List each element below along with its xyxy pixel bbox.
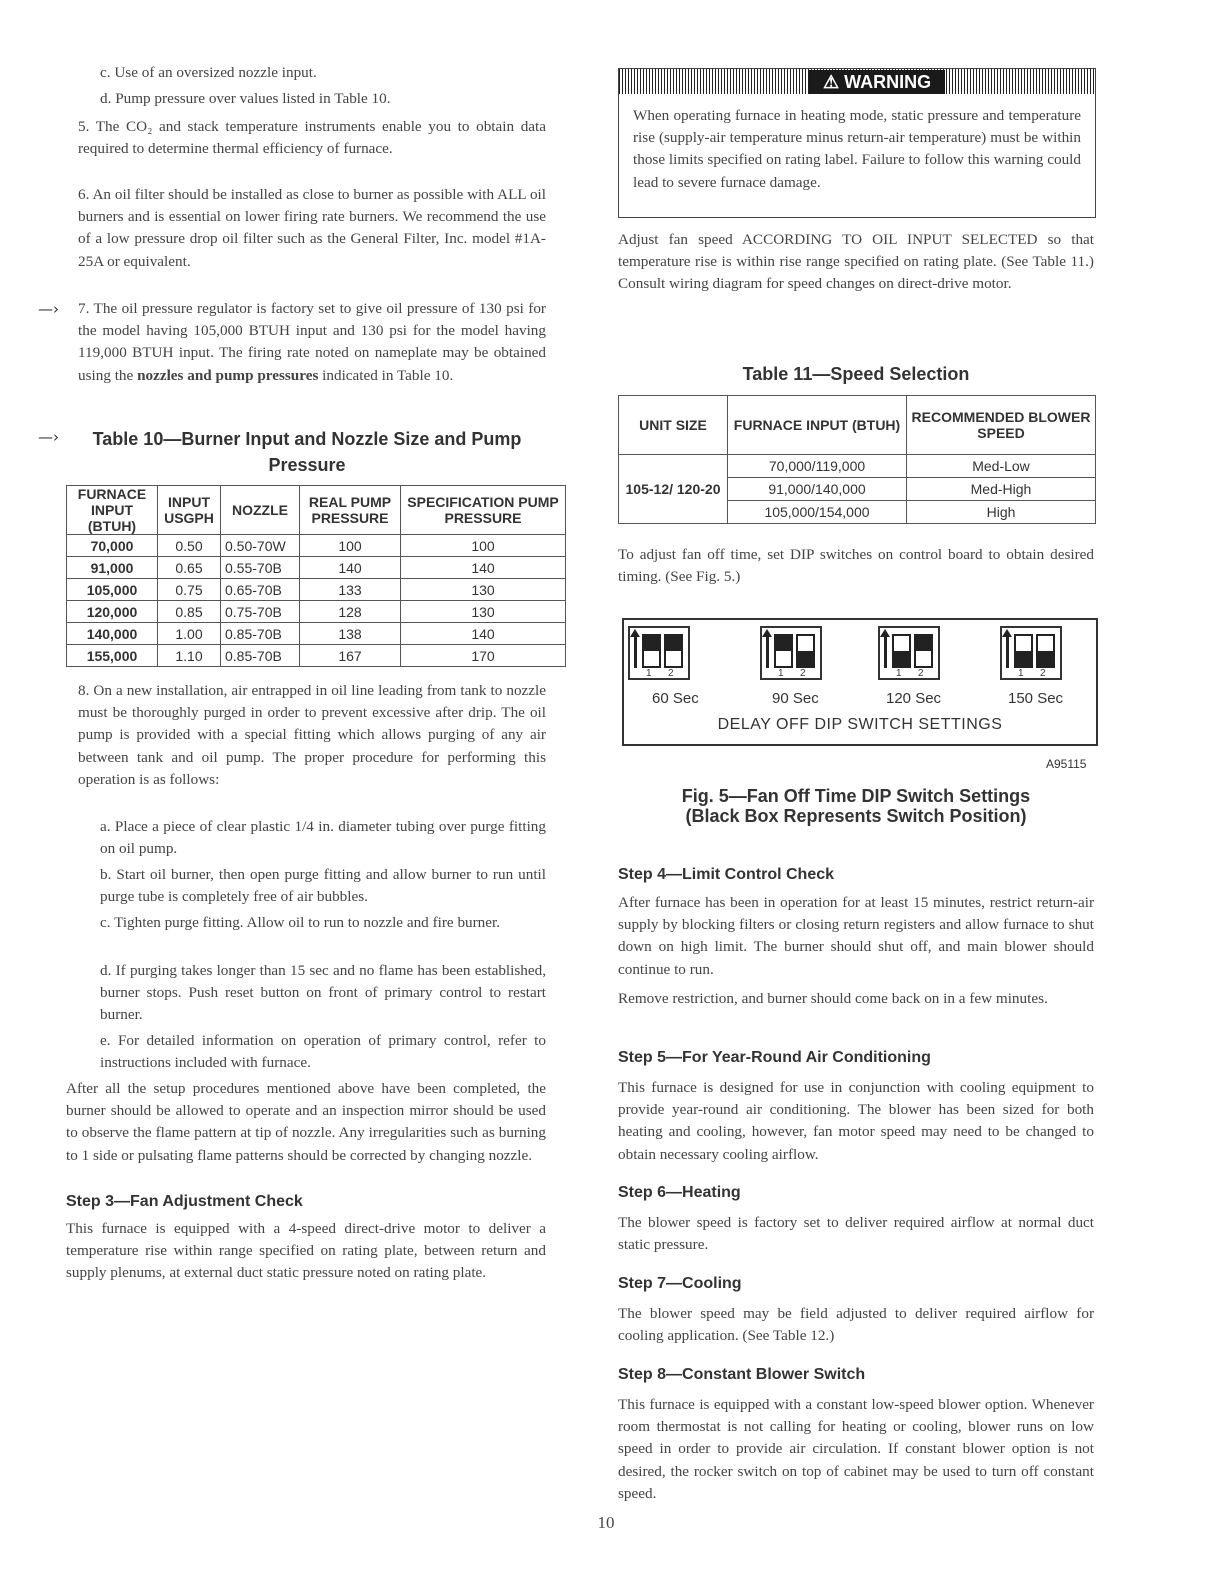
- table11-title: Table 11—Speed Selection: [742, 364, 970, 384]
- paragraph: This furnace is equipped with a constant low-speed blower option. Whenever room thermostat is not calling for heating or cooling, blower runs on low speed in order to provide air circulation. If constant blower option is not desired, the rocker switch on top of cabinet may be used to turn off constant speed.: [618, 1396, 1094, 1502]
- figure-title: Fig. 5—Fan Off Time DIP Switch Settings: [681, 786, 1031, 806]
- table-row: 70,000 0.50 0.50-70W 100 100: [67, 535, 566, 557]
- step7-heading: Step 7—Cooling: [618, 1275, 742, 1292]
- column-header: FURNACE INPUT (BTUH): [728, 396, 907, 455]
- table10-title: Table 10—Burner Input and Nozzle Size and Pump Pressure: [92, 429, 522, 475]
- column-header: UNIT SIZE: [619, 396, 728, 455]
- column-header: REAL PUMP PRESSURE: [300, 486, 401, 535]
- change-arrow-icon: —›: [38, 428, 59, 446]
- page-number: 10: [597, 1513, 615, 1532]
- column-header: FURNACE INPUT (BTUH): [67, 486, 158, 535]
- list-item: d. If purging takes longer than 15 sec and no flame has been established, burner stops. Push reset button on front of primary control to restart burner.: [100, 962, 547, 1024]
- paragraph: The blower speed is factory set to deliver required airflow at normal duct static pressure.: [618, 1214, 1094, 1254]
- dip-switch-60: 1 2: [628, 626, 690, 680]
- table-row: 120,000 0.85 0.75-70B 128 130: [67, 601, 566, 623]
- dip-switch-120: 1 2: [878, 626, 940, 680]
- list-item: a. Place a piece of clear plastic 1/4 in. diameter tubing over purge fitting on oil pump.: [100, 818, 546, 858]
- list-item: 8. On a new installation, air entrapped in oil line leading from tank to nozzle must be thoroughly purged in order to prevent excessive after drip. The oil pump is provided with a special fitting which allows purging of any air between tank and oil pump. The proper procedure for performing this operation is as follows:: [78, 682, 546, 788]
- dip-time-label: 60 Sec: [652, 690, 699, 707]
- table-row: 105-12/ 120-20 70,000/119,000 Med-Low: [619, 455, 1096, 478]
- warning-label: ⚠ WARNING: [809, 70, 945, 94]
- list-item: c. Use of an oversized nozzle input.: [100, 64, 317, 81]
- change-arrow-icon: —›: [38, 300, 59, 318]
- dip-time-label: 120 Sec: [886, 690, 942, 707]
- table-row: 105,000 0.75 0.65-70B 133 130: [67, 579, 566, 601]
- warning-banner: [619, 69, 1095, 94]
- table-row: 155,000 1.10 0.85-70B 167 170: [67, 645, 566, 667]
- paragraph: The blower speed may be field adjusted to deliver required airflow for cooling application. (See Table 12.): [618, 1305, 1094, 1345]
- dip-switch-90: 1 2: [760, 626, 822, 680]
- step8-heading: Step 8—Constant Blower Switch: [618, 1366, 866, 1383]
- figure-subtitle: (Black Box Represents Switch Position): [685, 806, 1027, 826]
- list-item: 6. An oil filter should be installed as close to burner as possible with ALL oil burners and is essential on lower firing rate burners. We recommend the use of a low pressure drop oil filter such as the General Filter, Inc. model #1A-25A or equivalent.: [78, 186, 546, 270]
- dip-time-label: 150 Sec: [1008, 690, 1064, 707]
- column-header: NOZZLE: [221, 486, 300, 535]
- table-header-row: [619, 396, 1096, 455]
- table-row: 91,000/140,000 Med-High: [619, 478, 1096, 501]
- dip-time-label: 90 Sec: [772, 690, 819, 707]
- paragraph: Remove restriction, and burner should come back on in a few minutes.: [618, 990, 1048, 1007]
- column-header: SPECIFICATION PUMP PRESSURE: [401, 486, 566, 535]
- step4-heading: Step 4—Limit Control Check: [618, 866, 835, 883]
- table-row: 91,000 0.65 0.55-70B 140 140: [67, 557, 566, 579]
- step3-heading: Step 3—Fan Adjustment Check: [66, 1193, 303, 1210]
- paragraph: This furnace is designed for use in conjunction with cooling equipment to provide year-round air conditioning. The blower has been sized for both heating and cooling, however, fan motor speed may need to be changed to obtain necessary cooling airflow.: [618, 1079, 1094, 1163]
- table-row: 105,000/154,000 High: [619, 501, 1096, 524]
- warning-box: [618, 68, 1096, 218]
- table-header-row: [67, 486, 566, 535]
- table-row: 140,000 1.00 0.85-70B 138 140: [67, 623, 566, 645]
- dip-caption: DELAY OFF DIP SWITCH SETTINGS: [717, 716, 1003, 733]
- paragraph: This furnace is equipped with a 4-speed direct-drive motor to deliver a temperature rise within range specified on rating plate, between return and supply plenums, at external duct static pressure noted on rating plate.: [66, 1220, 546, 1282]
- list-item: e. For detailed information on operation of primary control, refer to instructions included with furnace.: [100, 1032, 546, 1072]
- list-item: 7. The oil pressure regulator is factory set to give oil pressure of 130 psi for the model having 105,000 BTUH input and 130 psi for the model having 119,000 BTUH input. The firing rate noted on nameplate may be obtained using the nozzles and pump pressures indicated in Table 10.: [78, 300, 546, 384]
- paragraph: After furnace has been in operation for at least 15 minutes, restrict return-air supply by blocking filters or closing return registers and allow furnace to shut down on high limit. The burner should shut off, and main blower should continue to run.: [618, 894, 1094, 978]
- figure-code: A95115: [1046, 757, 1087, 771]
- table-11: [618, 395, 1096, 524]
- dip-switch-150: 1 2: [1000, 626, 1062, 680]
- table-10: [66, 485, 566, 667]
- warning-text: When operating furnace in heating mode, static pressure and temperature rise (supply-air temperature minus return-air temperature) must be within those limits specified on rating label. Failure to follow this warning could lead to severe furnace damage.: [633, 107, 1081, 191]
- list-item: c. Tighten purge fitting. Allow oil to run to nozzle and fire burner.: [100, 914, 501, 931]
- column-header: RECOMMENDED BLOWER SPEED: [907, 396, 1096, 455]
- column-header: INPUT USGPH: [158, 486, 221, 535]
- dip-switch-figure: [622, 618, 1098, 746]
- paragraph: To adjust fan off time, set DIP switches on control board to obtain desired timing. (See Fig. 5.): [618, 546, 1094, 586]
- step5-heading: Step 5—For Year-Round Air Conditioning: [618, 1049, 931, 1066]
- list-item: d. Pump pressure over values listed in Table 10.: [100, 90, 391, 107]
- paragraph: Adjust fan speed ACCORDING TO OIL INPUT SELECTED so that temperature rise is within rise range specified on rating plate. (See Table 11.) Consult wiring diagram for speed changes on direct-drive motor.: [618, 231, 1094, 293]
- paragraph: After all the setup procedures mentioned above have been completed, the burner should be allowed to operate and an inspection mirror should be used to observe the flame pattern at tip of nozzle. Any irregularities such as burning to 1 side or pulsating flame patterns should be corrected by changing nozzle.: [66, 1080, 546, 1164]
- list-item: 5. The CO₂ and stack temperature instruments enable you to obtain data required to determine thermal efficiency of furnace.: [78, 118, 546, 158]
- list-item: b. Start oil burner, then open purge fitting and allow burner to run until purge tube is completely free of air bubbles.: [100, 866, 546, 906]
- step6-heading: Step 6—Heating: [618, 1184, 741, 1201]
